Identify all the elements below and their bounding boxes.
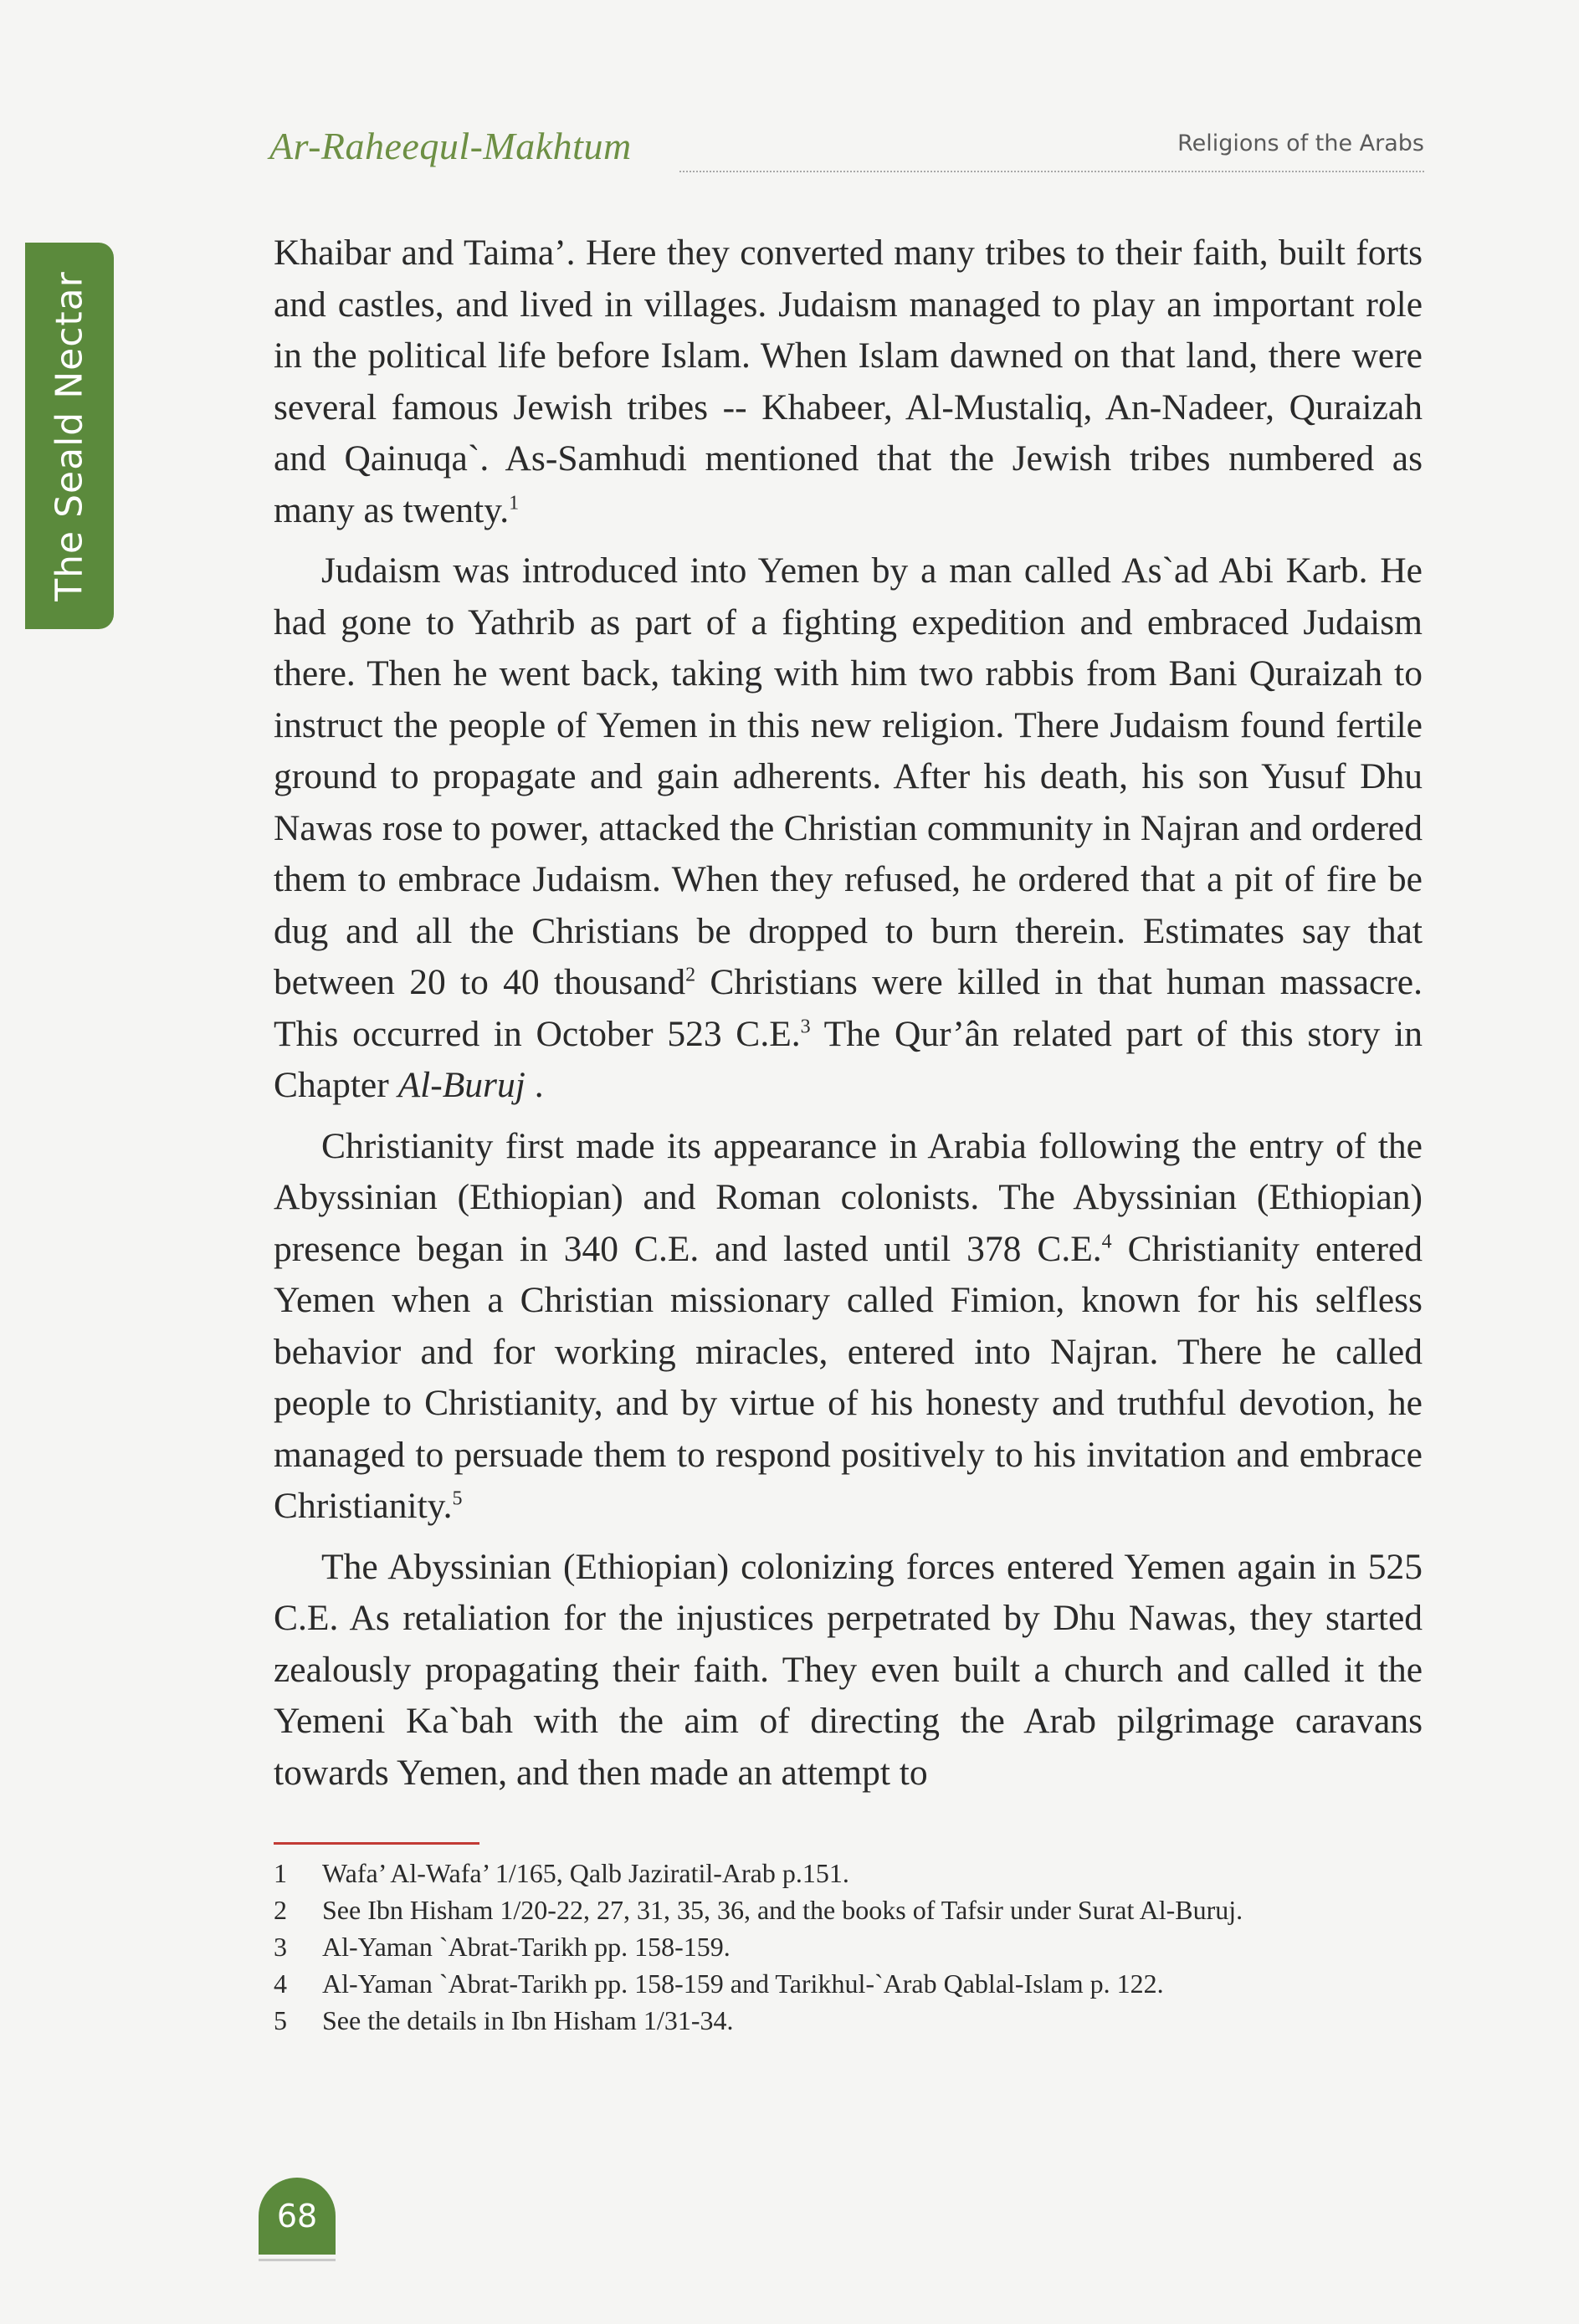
paragraph-text: Christians were killed in that human massacre. This occurred in October 523 C.E. bbox=[274, 962, 1423, 1054]
paragraph-text: Christianity first made its appearance in Arabia following the entry of the Abyssinian (Ethiopian) and Roman colonists. The Abyssinian (Ethiopian) presence began in 340 C.E. and lasted until 378 C.E. bbox=[274, 1125, 1423, 1269]
footnote-2 bbox=[274, 1892, 1423, 1927]
header-rule bbox=[679, 171, 1424, 172]
footnote-number: 1 bbox=[274, 1858, 287, 1888]
paragraph-3 bbox=[274, 1121, 1423, 1533]
paragraph-text: Judaism was introduced into Yemen by a man called As`ad Abi Karb. He had gone to Yathrib as part of a fighting expedition and embraced Judaism there. Then he went back, taking with him two rabbis from Bani Quraizah to instruct the people of Yemen in this new religion. There Judaism found fertile ground to propagate and gain adherents. After his death, his son Yusuf Dhu Nawas rose to power, attacked the Christian community in Najran and ordered them to embrace Judaism. When they refused, he ordered that a pit of fire be dug and all the Christians be dropped to burn therein. Estimates say that between 20 to 40 thousand bbox=[274, 550, 1423, 1002]
footnote-text: Al-Yaman `Abrat-Tarikh pp. 158-159 and Tarikhul-`Arab Qablal-Islam p. 122. bbox=[322, 1968, 1164, 1999]
footnote-text: See Ibn Hisham 1/20-22, 27, 31, 35, 36, and the books of Tafsir under Surat Al-Buruj. bbox=[322, 1895, 1243, 1925]
page-number-underline bbox=[259, 2259, 336, 2261]
paragraph-1 bbox=[274, 228, 1423, 536]
side-tab bbox=[25, 243, 114, 629]
footnote-ref-3[interactable]: 3 bbox=[800, 1016, 811, 1037]
page-number-label: 68 bbox=[276, 2198, 318, 2234]
footnotes bbox=[274, 1856, 1423, 2040]
section-title: Religions of the Arabs bbox=[1177, 131, 1424, 156]
side-tab-label: The Seald Nectar bbox=[48, 270, 91, 601]
footnote-4 bbox=[274, 1966, 1423, 2001]
footnote-rule bbox=[274, 1842, 479, 1845]
paragraph-text: Christianity entered Yemen when a Christian missionary called Fimion, known for his selfless behavior and for working miracles, entered into Najran. There he called people to Christianity, and by virtue of his honesty and truthful devotion, he managed to persuade them to respond positively to his invitation and embrace Christianity. bbox=[274, 1228, 1423, 1526]
book-title: Ar-Raheequl-Makhtum bbox=[269, 125, 632, 167]
footnote-number: 3 bbox=[274, 1932, 287, 1962]
footnote-text: See the details in Ibn Hisham 1/31-34. bbox=[322, 2005, 734, 2035]
footnote-number: 2 bbox=[274, 1895, 287, 1925]
footnote-ref-5[interactable]: 5 bbox=[452, 1487, 463, 1510]
footnote-ref-1[interactable]: 1 bbox=[509, 492, 520, 514]
paragraph-text: . bbox=[525, 1065, 544, 1105]
page-number bbox=[259, 2178, 336, 2255]
chapter-name: Al-Buruj bbox=[397, 1065, 525, 1105]
running-header bbox=[269, 124, 1424, 176]
paragraph-4 bbox=[274, 1542, 1423, 1799]
footnote-number: 5 bbox=[274, 2005, 287, 2035]
footnote-text: Al-Yaman `Abrat-Tarikh pp. 158-159. bbox=[322, 1932, 731, 1962]
paragraph-text: Khaibar and Taima’. Here they converted many tribes to their faith, built forts and castles, and lived in villages. Judaism managed to play an important role in the political life before Islam. When Islam dawned on that land, there were several famous Jewish tribes -- Khabeer, Al-Mustaliq, An-Nadeer, Quraizah and Qainuqa`. As-Samhudi mentioned that the Jewish tribes numbered as many as twenty. bbox=[274, 233, 1423, 530]
paragraph-text: The Qur’ân related part of this story in Chapter bbox=[274, 1013, 1423, 1105]
footnote-text: Wafa’ Al-Wafa’ 1/165, Qalb Jaziratil-Arab p.151. bbox=[322, 1858, 849, 1888]
footnote-ref-4[interactable]: 4 bbox=[1101, 1231, 1112, 1252]
paragraph-2 bbox=[274, 545, 1423, 1112]
body-text bbox=[274, 228, 1423, 1808]
footnote-5 bbox=[274, 2003, 1423, 2038]
footnote-number: 4 bbox=[274, 1968, 287, 1999]
footnote-1 bbox=[274, 1856, 1423, 1891]
footnote-ref-2[interactable]: 2 bbox=[685, 964, 696, 986]
footnote-3 bbox=[274, 1929, 1423, 1964]
paragraph-text: The Abyssinian (Ethiopian) colonizing forces entered Yemen again in 525 C.E. As retaliation for the injustices perpetrated by Dhu Nawas, they started zealously propagating their faith. They even built a church and called it the Yemeni Ka`bah with the aim of directing the Arab pilgrimage caravans towards Yemen, and then made an attempt to bbox=[274, 1546, 1423, 1793]
